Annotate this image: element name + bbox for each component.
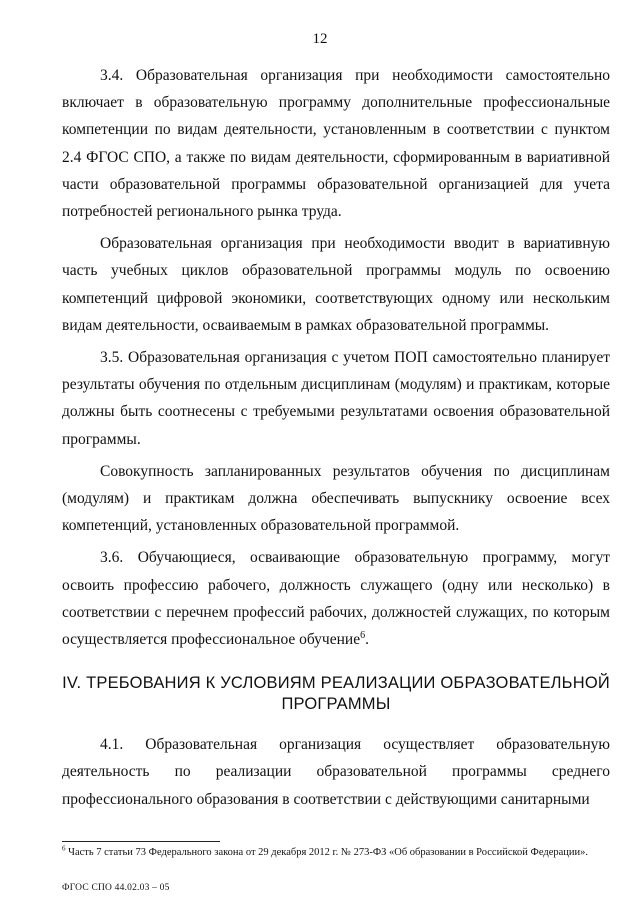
section-heading: IV. ТРЕБОВАНИЯ К УСЛОВИЯМ РЕАЛИЗАЦИИ ОБРАЗОВАТЕЛЬНОЙ ПРОГРАММЫ [62, 674, 610, 714]
footnote-text: Часть 7 статьи 73 Федерального закона от 29 декабря 2012 г. № 273-ФЗ «Об образовании в Российской Федерации». [68, 847, 589, 858]
footnote-divider [62, 841, 220, 842]
paragraph-3-4: 3.4. Образовательная организация при необходимости самостоятельно включает в образовательную программу дополнительные профессиональные компетенции по видам деятельности, установленным в соответствии с пунктом 2.4 ФГОС СПО, а также по видам деятельности, сформированным в вариативной части образовательной программы образовательной организацией для учета потребностей регионального рынка труда. [62, 67, 610, 221]
page-number: 12 [312, 31, 328, 47]
paragraph-digital-economy: Образовательная организация при необходимости вводит в вариативную часть учебных циклов образовательной программы модуль по освоению компетенций цифровой экономики, соответствующих одному или нескольким видам деятельности, осваиваемым в рамках образовательной программы. [62, 235, 610, 334]
paragraph-learning-results: Совокупность запланированных результатов обучения по дисциплинам (модулям) и практикам должна обеспечивать выпускнику освоение всех компетенций, установленных образовательной программой. [62, 462, 610, 535]
document-body [62, 62, 610, 818]
paragraph-4-1: 4.1. Образовательная организация осуществляет образовательную деятельность по реализации образовательной программы среднего профессионального образования в соответствии с действующими санитарными [62, 736, 610, 808]
paragraph-3-5: 3.5. Образовательная организация с учетом ПОП самостоятельно планирует результаты обучения по отдельным дисциплинам (модулям) и практикам, которые должны быть соотнесены с требуемыми результатами освоения образовательной программы. [62, 349, 610, 448]
paragraph-3-6: 3.6. Обучающиеся, осваивающие образовательную программу, могут освоить профессию рабочего, должность служащего (одну или несколько) в соответствии с перечнем профессий рабочих, должностей служащих, по которым осуществляется профессиональное обучение$^6$. [62, 549, 610, 649]
footnote-reference: 6 [360, 629, 366, 641]
paragraph-3-6-text: 3.6. Обучающиеся, осваивающие образовательную программу, могут освоить профессию рабочего, должность служащего (одну или несколько) в соответствии с перечнем профессий рабочих, должностей служащих, по которым осуществляется профессиональное обучение [62, 549, 610, 649]
footnote [62, 846, 610, 860]
footnote-marker: 6 [62, 844, 66, 853]
document-code: ФГОС СПО 44.02.03 – 05 [62, 883, 170, 893]
